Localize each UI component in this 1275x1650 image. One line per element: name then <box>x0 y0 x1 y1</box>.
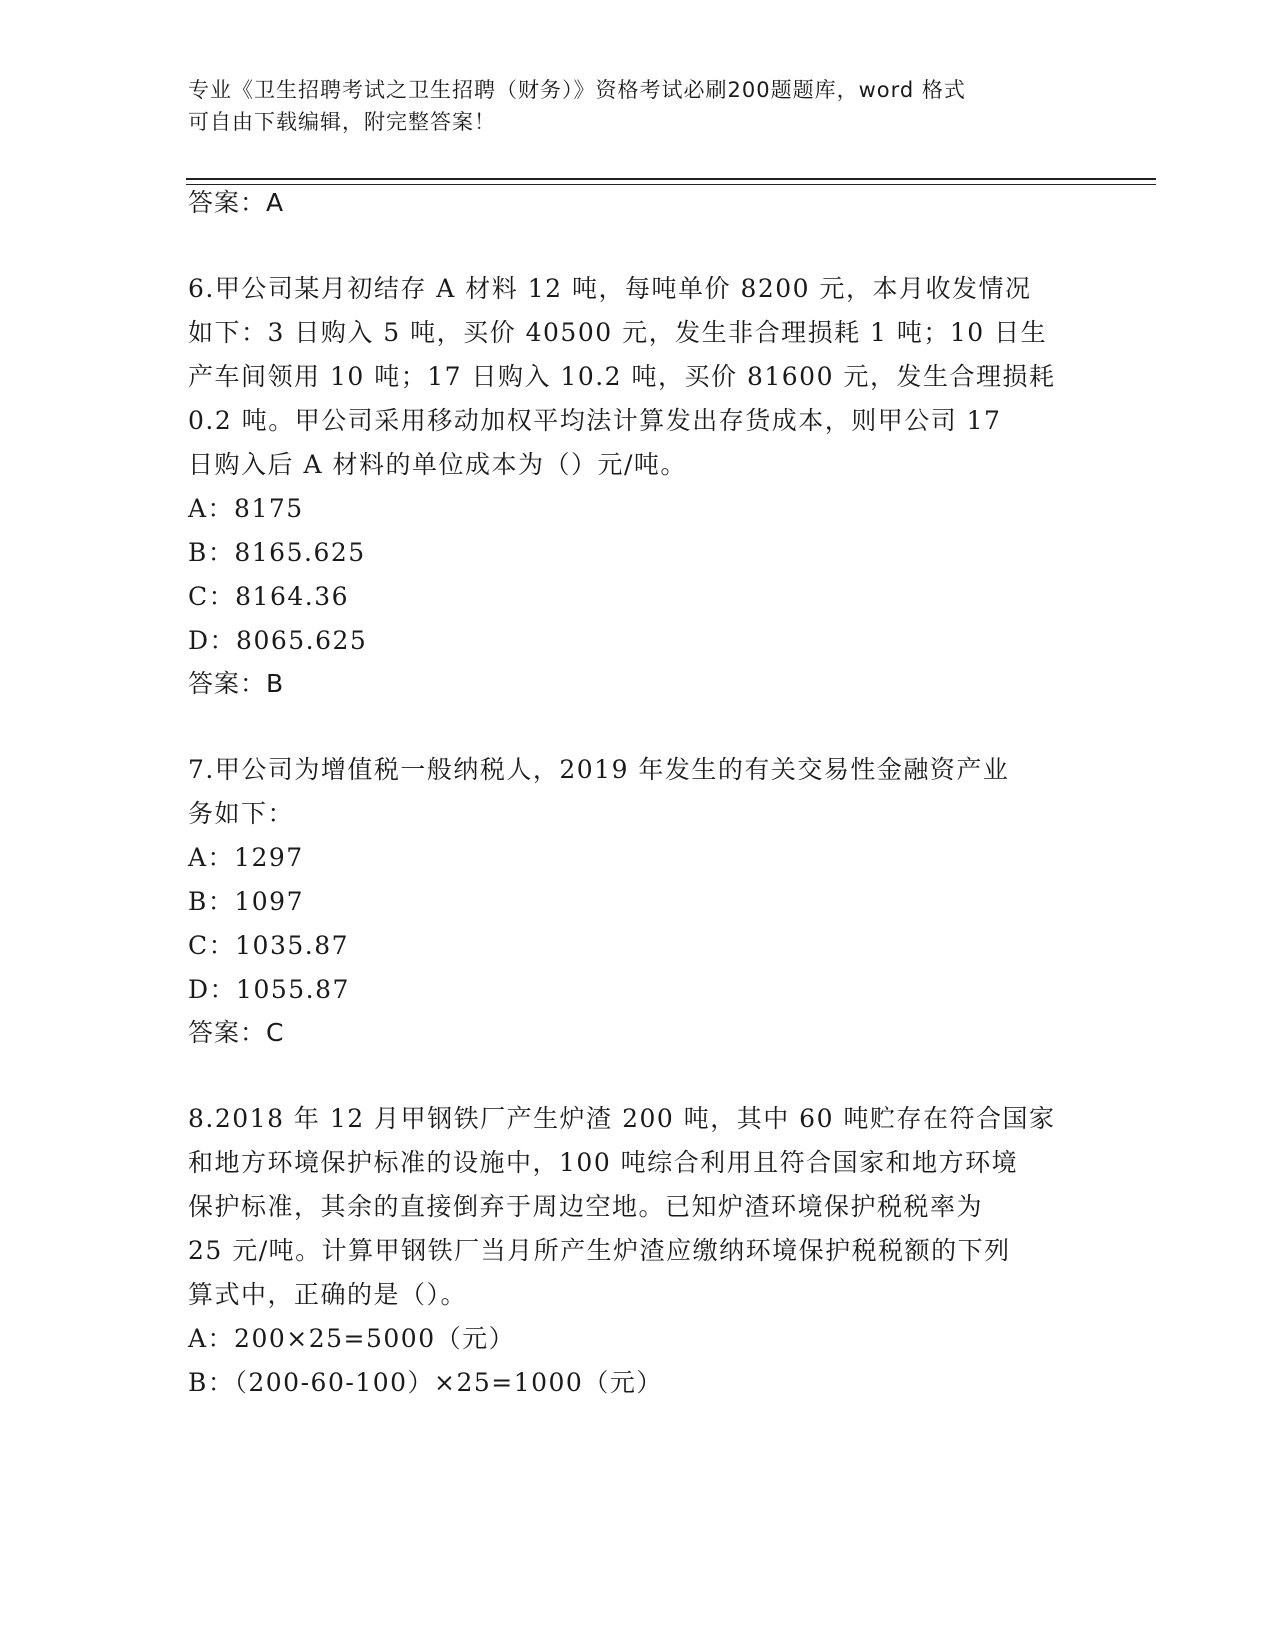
question-stem-line: 保护标准，其余的直接倒弃于周边空地。已知炉渣环境保护税税率为 <box>188 1192 984 1221</box>
question-stem-line: 如下：3 日购入 5 吨，买价 40500 元，发生非合理损耗 1 吨；10 日生 <box>188 318 1048 347</box>
option-b: B：8165.625 <box>188 538 366 567</box>
header-divider-thick <box>186 178 1156 180</box>
question-stem-line: 产车间领用 10 吨；17 日购入 10.2 吨，买价 81600 元，发生合理损耗 <box>188 362 1056 391</box>
option-c: C：1035.87 <box>188 931 350 960</box>
question-stem-line: 25 元/吨。计算甲钢铁厂当月所产生炉渣应缴纳环境保护税税额的下列 <box>188 1236 1011 1265</box>
option-b: B：（200-60-100）×25=1000（元） <box>188 1368 663 1397</box>
question-stem-line: 算式中，正确的是（）。 <box>188 1280 468 1309</box>
option-a: A：200×25=5000（元） <box>188 1324 516 1353</box>
question-stem-line: 6.甲公司某月初结存 A 材料 12 吨，每吨单价 8200 元，本月收发情况 <box>188 274 1032 303</box>
option-b: B：1097 <box>188 887 304 916</box>
option-d: D：8065.625 <box>188 626 368 655</box>
header-line-1: 专业《卫生招聘考试之卫生招聘（财务）》资格考试必刷200题题库，word 格式 <box>188 78 966 102</box>
answer: 答案：C <box>188 1018 285 1047</box>
question-stem-line: 和地方环境保护标准的设施中，100 吨综合利用且符合国家和地方环境 <box>188 1148 1019 1177</box>
document-header <box>188 74 1068 138</box>
answer: 答案：B <box>188 669 285 698</box>
header-divider-thin <box>186 184 1156 185</box>
question-stem-line: 8.2018 年 12 月甲钢铁厂产生炉渣 200 吨，其中 60 吨贮存在符合国家 <box>188 1104 1056 1133</box>
option-a: A：1297 <box>188 843 304 872</box>
question-stem-line: 日购入后 A 材料的单位成本为（）元/吨。 <box>188 450 687 479</box>
header-line-2: 可自由下载编辑，附完整答案！ <box>188 110 496 134</box>
question-stem-line: 0.2 吨。甲公司采用移动加权平均法计算发出存货成本，则甲公司 17 <box>188 406 1002 435</box>
option-a: A：8175 <box>188 494 304 523</box>
option-c: C：8164.36 <box>188 582 350 611</box>
previous-answer: 答案：A <box>188 188 285 217</box>
question-stem-line: 务如下： <box>188 799 295 828</box>
question-stem-line: 7.甲公司为增值税一般纳税人，2019 年发生的有关交易性金融资产业 <box>188 755 1010 784</box>
option-d: D：1055.87 <box>188 975 350 1004</box>
